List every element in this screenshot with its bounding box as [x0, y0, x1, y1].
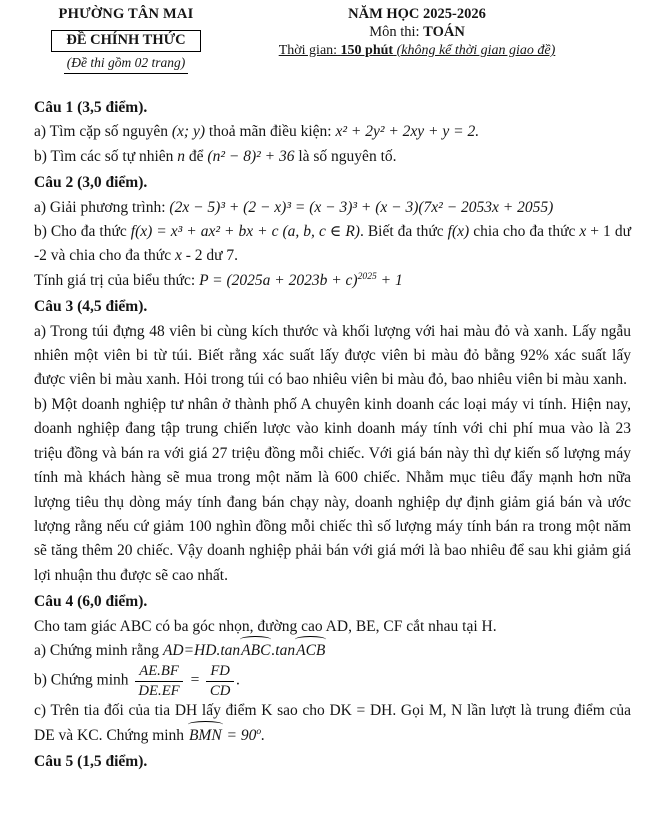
question-1-heading: Câu 1 (3,5 điểm). [34, 99, 148, 116]
school-year: NĂM HỌC 2025-2026 [348, 6, 486, 22]
time-value: 150 phút [340, 43, 394, 58]
question-2b-expression: Tính giá trị của biểu thức: $P = (2025a + 2023b + c)^{2025} + 1$ [34, 270, 403, 289]
header-right-block [242, 6, 592, 59]
question-3a: a) Trong túi đựng 48 viên bi cùng kích thước và khối lượng với hai màu đỏ và xanh. Lấy ngẫu nhiên một viên bi từ túi. Biết rằng xác suất lấy được viên bi màu đỏ bằng 92% xác suất lấy được viên bi màu xanh. Hỏi trong túi có bao nhiêu viên bi màu đỏ, bao nhiêu viên bi màu xanh. [34, 322, 631, 389]
question-1b: b) Tìm các số tự nhiên n để (n² − 8)² + 36 là số nguyên tố. [34, 147, 397, 165]
question-4-heading: Câu 4 (6,0 điểm). [34, 593, 148, 611]
question-2b: b) Cho đa thức f(x) = x³ + ax² + bx + c (a, b, c ∈ R). Biết đa thức f(x) chia cho đa thức x + 1 dư -2 và chia cho đa thức x - 2 dư 7. [34, 223, 631, 265]
question-5-heading: Câu 5 (1,5 điểm). [34, 753, 148, 771]
exam-content [0, 92, 665, 775]
time-note: (không kể thời gian giao đề) [396, 43, 556, 58]
question-4a: a) Chứng minh rằng AD=HD.tanABC.tanACB [34, 639, 631, 663]
question-3b: b) Một doanh nghiệp tư nhân ở thành phố A chuyên kinh doanh các loại máy vi tính. Hiện nay, doanh nghiệp đang tập trung chiến lược vào kinh doanh máy tính với chi phí mua vào là 23 triệu đồng và bán ra với giá 27 triệu đồng mỗi chiếc. Với giá bán này thì dự kiến số lượng máy tính mà khách hàng sẽ mua trong một năm là 600 chiếc. Nhằm mục tiêu đẩy mạnh hơn nữa lượng tiêu thụ dòng máy tính đang bán chạy này, doanh nghiệp dự định giảm giá bán và ước lượng rằng nếu cứ giảm 100 nghìn đồng mỗi chiếc thì số lượng máy tính bán ra trong một năm sẽ tăng thêm 20 chiếc. Vậy doanh nghiệp phải bán với giá mới là bao nhiêu để sau khi giảm giá lợi nhuận thu được sẽ cao nhất. [34, 395, 631, 584]
time-label: Thời gian: [278, 43, 338, 58]
question-1a: a) Tìm cặp số nguyên (x; y) thoả mãn điều kiện: x² + 2y² + 2xy + y = 2. [34, 123, 480, 141]
subject-label: Môn thi: [369, 24, 420, 40]
question-2-heading: Câu 2 (3,0 điểm). [34, 174, 148, 192]
question-4-intro: Cho tam giác ABC có ba góc nhọn, đường cao AD, BE, CF cắt nhau tại H. [34, 617, 497, 635]
question-2a: a) Giải phương trình: (2x − 5)³ + (2 − x)³ = (x − 3)³ + (x − 3)(7x² − 2053x + 2055) [34, 198, 554, 216]
official-exam-stamp: ĐỀ CHÍNH THỨC [51, 30, 200, 52]
pages-note: (Đề thi gồm 02 trang) [64, 55, 189, 74]
question-4b: b) Chứng minh $\frac{AE.BF}{DE.EF}$ = $\frac{FD}{CD}$ . [34, 663, 241, 699]
time-line [242, 43, 592, 59]
subject-value: TOÁN [423, 24, 465, 40]
exam-header [0, 0, 665, 92]
subject-line [242, 24, 592, 41]
question-3-heading: Câu 3 (4,5 điểm). [34, 298, 148, 316]
question-4c: c) Trên tia đối của tia DH lấy điểm K sao cho DK = DH. Gọi M, N lần lượt là trung điểm của DE và KC. Chứng minh BMN = $90^o$. [34, 699, 631, 748]
pages-note-row [26, 52, 226, 74]
issuing-unit: PHƯỜNG TÂN MAI [58, 6, 194, 22]
official-stamp-row [26, 23, 226, 52]
header-left-block [26, 6, 226, 74]
